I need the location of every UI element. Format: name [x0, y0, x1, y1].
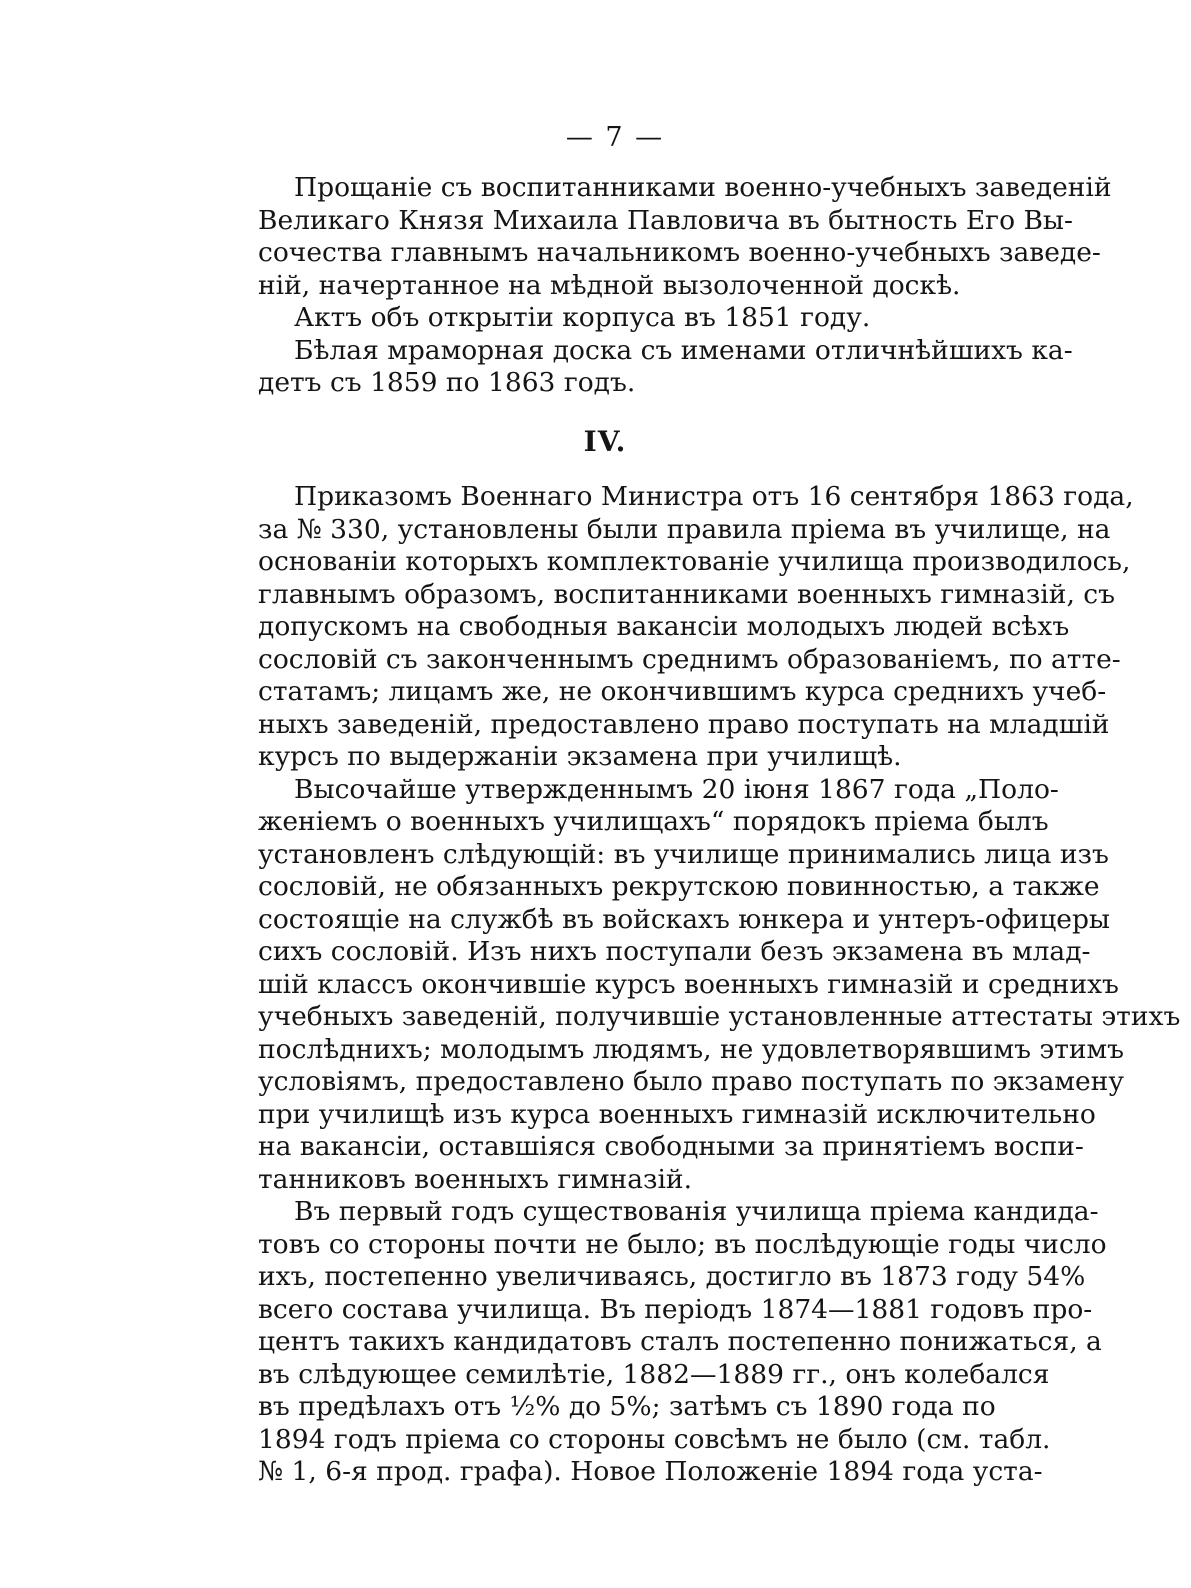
text-line: ихъ, постепенно увеличиваясь, достигло въ 1873 году 54%: [258, 1261, 1086, 1292]
text-line: состоящіе на службѣ въ войскахъ юнкера и унтеръ-офицеры: [258, 903, 1111, 935]
text-line: Бѣлая мраморная доска съ именами отличнѣйшихъ ка-: [294, 334, 1073, 366]
text-line: сихъ сословій. Изъ нихъ поступали безъ экзамена въ млад-: [258, 936, 1091, 967]
section-heading: IV.: [583, 425, 627, 458]
text-line: послѣднихъ; молодымъ людямъ, не удовлетворявшимъ этимъ: [258, 1033, 1125, 1065]
text-line: сословій, не обязанныхъ рекрутскою повинностью, а также: [258, 871, 1100, 902]
text-line: 1894 годъ пріема со стороны совсѣмъ не было (см. табл.: [258, 1423, 1051, 1455]
text-line: за № 330, установлены были правила пріема въ училище, на: [258, 513, 1111, 545]
top-paragraphs: [258, 172, 1112, 400]
text-line: Прощаніе съ воспитанниками военно-учебныхъ заведеній: [294, 172, 1112, 203]
text-line: всего состава училища. Въ періодъ 1874—1881 годовъ про-: [258, 1293, 1093, 1325]
text-line: Актъ объ открытіи корпуса въ 1851 году.: [294, 302, 871, 333]
text-line: основаніи которыхъ комплектованіе училища производилось,: [258, 546, 1131, 577]
text-line: танниковъ военныхъ гимназій.: [258, 1163, 693, 1195]
text-line: сочества главнымъ начальникомъ военно-учебныхъ заведе-: [258, 237, 1101, 268]
text-line: шій классъ окончившіе курсъ военныхъ гимназій и среднихъ: [258, 968, 1119, 1000]
text-line: ныхъ заведеній, предоставлено право поступать на младшій: [258, 708, 1110, 740]
text-line: Великаго Князя Михаила Павловича въ бытность Его Вы-: [258, 204, 1073, 236]
text-line: установленъ слѣдующій: въ училище принимались лица изъ: [258, 838, 1109, 870]
text-line: ній, начертанное на мѣдной вызолоченной доскѣ.: [258, 269, 961, 301]
text-line: статамъ; лицамъ же, не окончившимъ курса среднихъ учеб-: [258, 676, 1107, 707]
text-line: въ предѣлахъ отъ ½% до 5%; затѣмъ съ 1890 года по: [258, 1391, 996, 1422]
text-line: женіемъ о военныхъ училищахъ“ порядокъ пріема былъ: [258, 806, 1049, 837]
text-line: курсъ по выдержаніи экзамена при училищѣ.: [258, 741, 902, 772]
text-line: сословій съ законченнымъ среднимъ образованіемъ, по атте-: [258, 643, 1121, 675]
text-line: детъ съ 1859 по 1863 годъ.: [258, 367, 636, 398]
text-line: центъ такихъ кандидатовъ сталъ постепенно понижаться, а: [258, 1326, 1102, 1357]
text-line: Приказомъ Военнаго Министра отъ 16 сентября 1863 года,: [294, 481, 1134, 512]
text-line: условіямъ, предоставлено было право поступать по экзамену: [258, 1066, 1124, 1097]
text-line: въ слѣдующее семилѣтіе, 1882—1889 гг., онъ колебался: [258, 1358, 1050, 1390]
page-number: — 7 —: [565, 122, 665, 153]
main-paragraphs: [258, 481, 1181, 1489]
text-line: № 1, 6-я прод. графа). Новое Положеніе 1894 года уста-: [258, 1456, 1043, 1487]
text-line: Высочайше утвержденнымъ 20 іюня 1867 года „Поло-: [294, 773, 1059, 805]
text-line: при училищѣ изъ курса военныхъ гимназій исключительно: [258, 1098, 1096, 1130]
text-line: Въ первый годъ существованія училища пріема кандида-: [294, 1196, 1099, 1227]
text-line: главнымъ образомъ, воспитанниками военныхъ гимназій, съ: [258, 578, 1115, 610]
text-line: допускомъ на свободныя вакансіи молодыхъ людей всѣхъ: [258, 611, 1070, 642]
text-line: товъ со стороны почти не было; въ послѣдующіе годы число: [258, 1228, 1107, 1260]
text-line: учебныхъ заведеній, получившіе установленные аттестаты этихъ: [258, 1001, 1181, 1032]
text-line: на вакансіи, оставшіяся свободными за принятіемъ воспи-: [258, 1131, 1084, 1162]
